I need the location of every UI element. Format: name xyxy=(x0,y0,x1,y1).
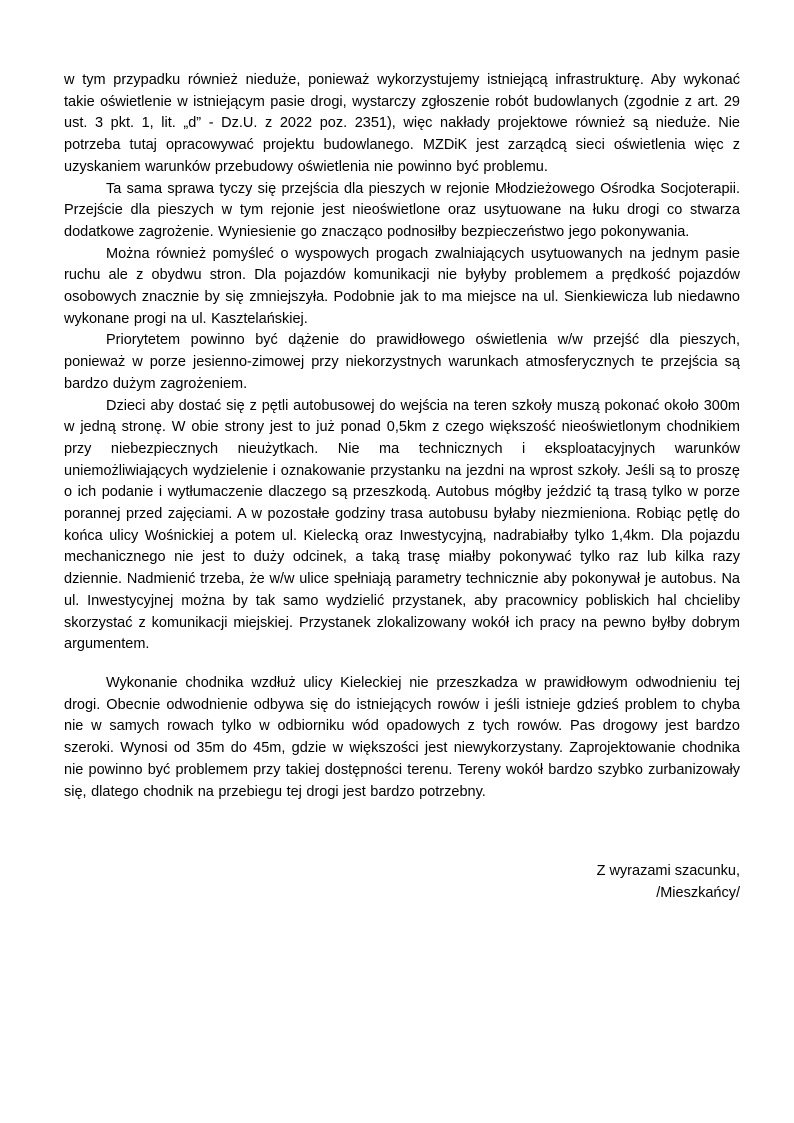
letter-body xyxy=(64,70,740,803)
paragraph-lighting-priority: Priorytetem powinno być dążenie do prawidłowego oświetlenia w/w przejść dla pieszych, ponieważ w porze jesienno-zimowej przy niekorzystnych warunkach atmosferycznych te przejścia są bardzo dużym zagrożeniem. xyxy=(64,332,740,392)
closing-salutation: Z wyrazami szacunku, xyxy=(596,863,740,880)
paragraph-bus-route: Dzieci aby dostać się z pętli autobusowej do wejścia na teren szkoły muszą pokonać około 300m w jedną stronę. W obie strony jest to już ponad 0,5km z czego większość nieoświetlonym chodnikiem przy niebezpiecznych nieużytkach. Nie ma technicznych i eksploatacyjnych warunków uniemożliwiających wydzielenie i oznakowanie przystanku na jezdni na wprost szkoły. Jeśli są to proszę o ich podanie i wytłumaczenie dlaczego są przeszkodą. Autobus mógłby jeździć tą trasą tylko w porze porannej przed zajęciami. A w pozostałe godziny trasa autobusu byłaby niezmieniona. Robiąc pętlę do końca ulicy Wośnickiej a potem ul. Kielecką oraz Inwestycyjną, nadrabiałby tylko 1,4km. Dla pojazdu mechanicznego nie jest to duży odcinek, a taką trasę miałby pokonywać tylko raz lub kilka razy dziennie. Nadmienić trzeba, że w/w ulice spełniają parametry technicznie aby pokonywał je autobus. Na ul. Inwestycyjnej można by tak samo wydzielić przystanek, aby pracownicy pobliskich hal chcieliby skorzystać z komunikacji miejskiej. Przystanek zlokalizowany wokół ich pracy na pewno byłby dobrym argumentem. xyxy=(64,397,740,653)
paragraph-pedestrian-crossing: Ta sama sprawa tyczy się przejścia dla pieszych w rejonie Młodzieżowego Ośrodka Socjoterapii. Przejście dla pieszych w tym rejonie jest nieoświetlone oraz usytuowane na łuku drogi co stwarza dodatkowe zagrożenie. Wyniesienie go znacząco podnosiłby bezpieczeństwo jego pokonywania. xyxy=(64,180,740,240)
paragraph-speed-bumps: Można również pomyśleć o wyspowych progach zwalniających usytuowanych na jednym pasie ruchu ale z obydwu stron. Dla pojazdów komunikacji nie byłyby problemem a prędkość pojazdów osobowych znacznie by się zmniejszyła. Podobnie jak to ma miejsce na ul. Sienkiewicza lub niedawno wykonane progi na ul. Kasztelańskiej. xyxy=(64,245,740,327)
closing-signature: /Mieszkańcy/ xyxy=(656,884,740,901)
paragraph-lighting-costs: w tym przypadku również nieduże, ponieważ wykorzystujemy istniejącą infrastrukturę. Aby wykonać takie oświetlenie w istniejącym pasie drogi, wystarczy zgłoszenie robót budowlanych (zgodnie z art. 29 ust. 3 pkt. 1, lit. „d” - Dz.U. z 2022 poz. 2351), więc nakłady projektowe również są nieduże. Nie potrzeba tutaj opracowywać projektu budowlanego. MZDiK jest zarządcą sieci oświetlenia więc z uzyskaniem warunków przebudowy oświetlenia nie powinno być problemu. xyxy=(64,72,740,175)
closing-block xyxy=(64,861,740,904)
paragraph-sidewalk-drainage: Wykonanie chodnika wzdłuż ulicy Kieleckiej nie przeszkadza w prawidłowym odwodnieniu tej drogi. Obecnie odwodnienie odbywa się do istniejących rowów i jeśli istnieje gdzieś problem to chyba nie w samych rowach tylko w odbiorniku wód opadowych z tych rowów. Pas drogowy jest bardzo szeroki. Wynosi od 35m do 45m, gdzie w większości jest niewykorzystany. Zaprojektowanie chodnika nie powinno być problemem przy takiej dostępności terenu. Tereny wokół bardzo szybko zurbanizowały się, dlatego chodnik na przebiegu tej drogi jest bardzo potrzebny. xyxy=(64,674,740,800)
